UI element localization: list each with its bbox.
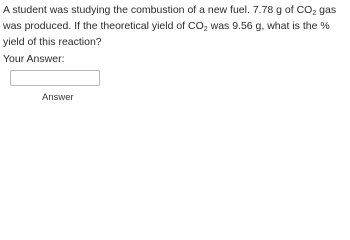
question-text (3, 2, 348, 50)
subscript-2: 2 (312, 10, 317, 17)
question-part-1: A student was studying the combustion of a new fuel. 7.78 g of CO (3, 4, 313, 16)
subscript-2: 2 (203, 26, 208, 33)
answer-input[interactable] (10, 70, 100, 86)
your-answer-heading: Your Answer: (3, 53, 65, 65)
question-part-2: gas was produced. If the theoretical yield of CO (3, 4, 337, 32)
question-part-3: was 9.56 g, what is the % yield of this reaction? (3, 20, 330, 48)
answer-label: Answer (42, 92, 74, 103)
